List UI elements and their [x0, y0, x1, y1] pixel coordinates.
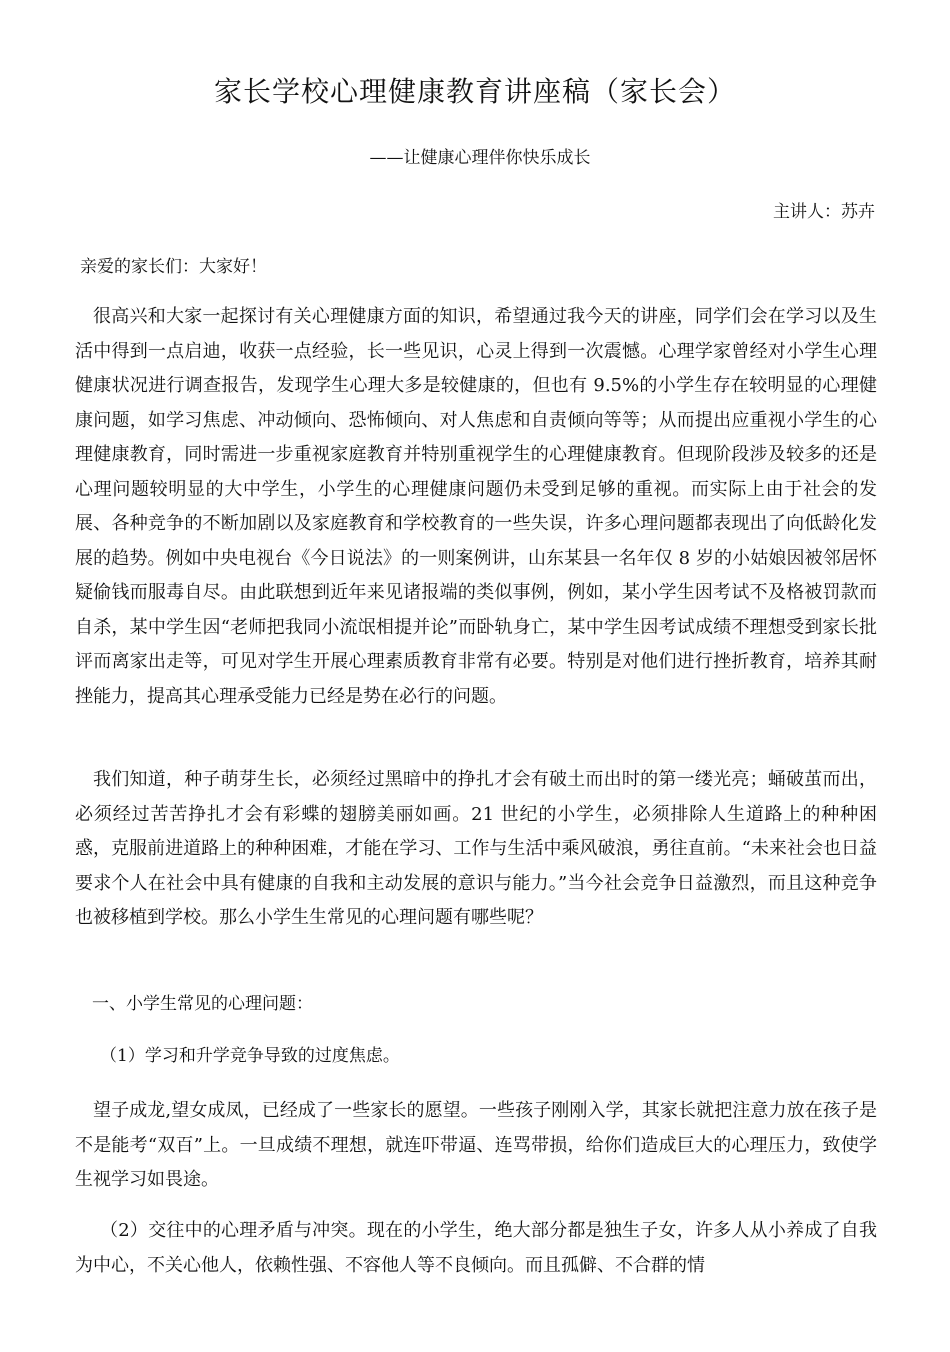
paragraph-intro: 很高兴和大家一起探讨有关心理健康方面的知识，希望通过我今天的讲座，同学们会在学习以及生活中得到一点启迪，收获一点经验，长一些见识，心灵上得到一次震憾。心理学家曾经对小学生心理健康状况进行调查报告，发现学生心理大多是较健康的，但也有 9.5%的小学生存在较明显的心理健康问题，如学习焦虑、冲动倾向、恐怖倾向、对人焦虑和自责倾向等等；从而提出应重视小学生的心理健康教育，同时需进一步重视家庭教育并特别重视学生的心理健康教育。但现阶段涉及较多的还是心理问题较明显的大中学生，小学生的心理健康问题仍未受到足够的重视。而实际上由于社会的发展、各种竞争的不断加剧以及家庭教育和学校教育的一些失误，许多心理问题都表现出了向低龄化发展的趋势。例如中央电视台《今日说法》的一则案例讲，山东某县一名年仅 8 岁的小姑娘因被邻居怀疑偷钱而服毒自尽。由此联想到近年来见诸报端的类似事例，例如，某小学生因考试不及格被罚款而自杀，某中学生因“老师把我同小流氓相提并论”而卧轨身亡，某中学生因考试成绩不理想受到家长批评而离家出走等，可见对学生开展心理素质教育非常有必要。特别是对他们进行挫折教育，培养其耐挫能力，提高其心理承受能力已经是势在必行的问题。 [75, 306, 877, 707]
paragraph-social-conflict: （2）交往中的心理矛盾与冲突。现在的小学生，绝大部分都是独生子女，许多人从小养成了自我为中心，不关心他人，依赖性强、不容他人等不良倾向。而且孤僻、不合群的情 [75, 1220, 877, 1276]
paragraph-anxiety: 望子成龙,望女成凤，已经成了一些家长的愿望。一些孩子刚刚入学，其家长就把注意力放在孩子是不是能考“双百”上。一旦成绩不理想，就连吓带逼、连骂带损，给你们造成巨大的心理压力，致使学生视学习如畏途。 [75, 1100, 877, 1190]
greeting: 亲爱的家长们：大家好！ [80, 257, 267, 277]
subheading-anxiety: （1）学习和升学竞争导致的过度焦虑。 [100, 1046, 400, 1066]
section-heading-common-problems: 一、小学生常见的心理问题： [92, 994, 313, 1014]
document-title: 家长学校心理健康教育讲座稿（家长会） [213, 75, 736, 108]
document-subtitle: ——让健康心理伴你快乐成长 [369, 148, 591, 168]
speaker-line: 主讲人：苏卉 [773, 202, 875, 222]
paragraph-growth: 我们知道，种子萌芽生长，必须经过黑暗中的挣扎才会有破土而出时的第一缕光亮；蛹破茧而出，必须经过苦苦挣扎才会有彩蝶的翅膀美丽如画。21 世纪的小学生，必须排除人生道路上的种种困惑，克服前进道路上的种种困难，才能在学习、工作与生活中乘风破浪，勇往直前。“未来社会也日益要求个人在社会中具有健康的自我和主动发展的意识与能力。”当今社会竞争日益激烈，而且这种竞争也被移植到学校。那么小学生生常见的心理问题有哪些呢？ [75, 769, 877, 928]
